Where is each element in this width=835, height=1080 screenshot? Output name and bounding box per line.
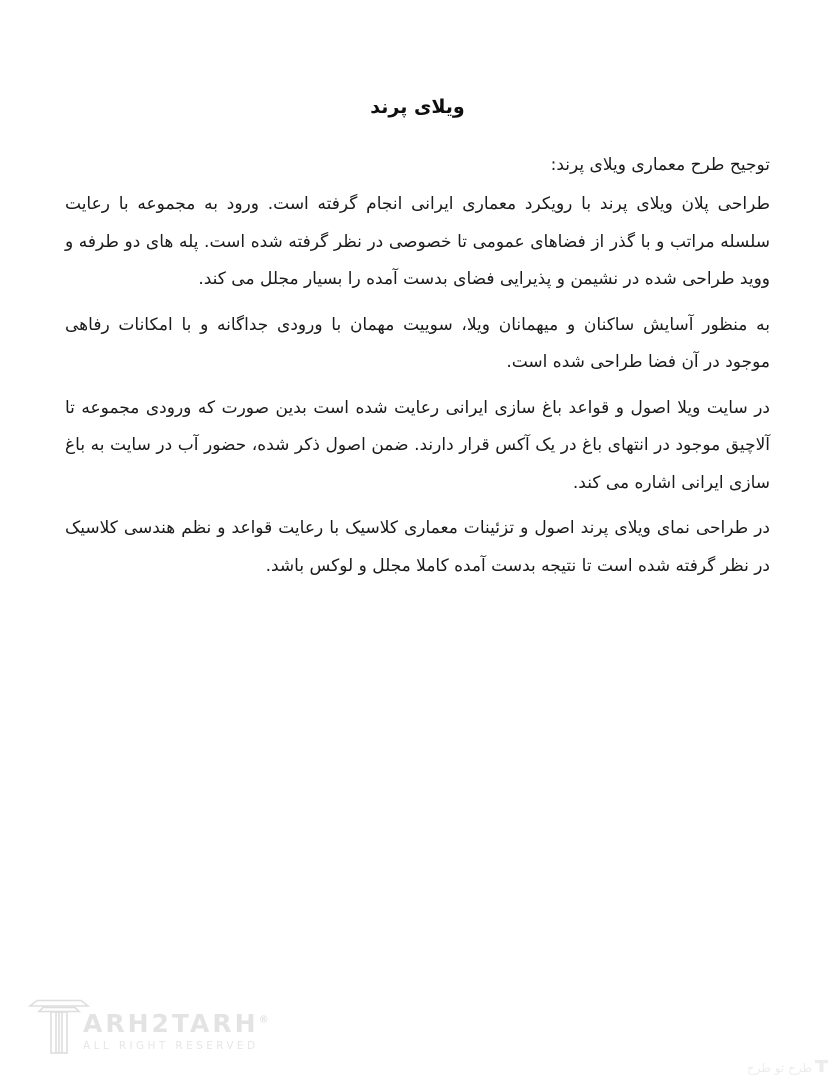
logo-tagline: ALL RIGHT RESERVED xyxy=(83,1039,259,1052)
column-t-icon-small xyxy=(815,1060,828,1075)
body-paragraph: به منظور آسایش ساکنان و میهمانان ویلا، سوییت مهمان با ورودی جداگانه و با امکانات رفاهی موجود در آن فضا طراحی شده است. xyxy=(65,314,770,372)
section-heading: توجیح طرح معماری ویلای پرند: xyxy=(550,155,770,175)
tarh2tarh-fa-watermark xyxy=(747,1060,828,1075)
column-t-icon xyxy=(27,997,91,1059)
logo-brand-text xyxy=(83,1009,269,1038)
page-title: ویلای پرند xyxy=(370,96,465,118)
body-paragraph: در سایت ویلا اصول و قواعد باغ سازی ایرانی رعایت شده است بدین صورت که ورودی مجموعه تا آلاچیق موجود در انتهای باغ در یک آکس قرار دارند. ضمن اصول ذکر شده، حضور آب در سایت به باغ سازی ایرانی اشاره می کند. xyxy=(65,397,770,493)
body-paragraph: در طراحی نمای ویلای پرند اصول و تزئینات معماری کلاسیک با رعایت قواعد و نظم هندسی کلاسیک در نظر گرفته شده است تا نتیجه بدست آمده کاملا مجلل و لوکس باشد. xyxy=(65,518,770,576)
logo-text xyxy=(83,1010,269,1052)
logo-brand-letters: ARH2TARH xyxy=(83,1009,259,1038)
tarh2tarh-logo xyxy=(27,997,269,1059)
registered-trademark-symbol: ® xyxy=(258,1014,269,1026)
body-paragraph: طراحی پلان ویلای پرند با رویکرد معماری ایرانی انجام گرفته است. ورود به مجموعه با رعایت سلسله مراتب و با گذر از فضاهای عمومی تا خصوصی در نظر گرفته شده است. پله های دو طرفه و ووید طراحی شده در نشیمن و پذیرایی فضای بدست آمده را بسیار مجلل می کند. xyxy=(65,194,770,289)
corner-watermark-text: طرح تو طرح xyxy=(746,1060,812,1075)
document-content xyxy=(65,96,770,593)
